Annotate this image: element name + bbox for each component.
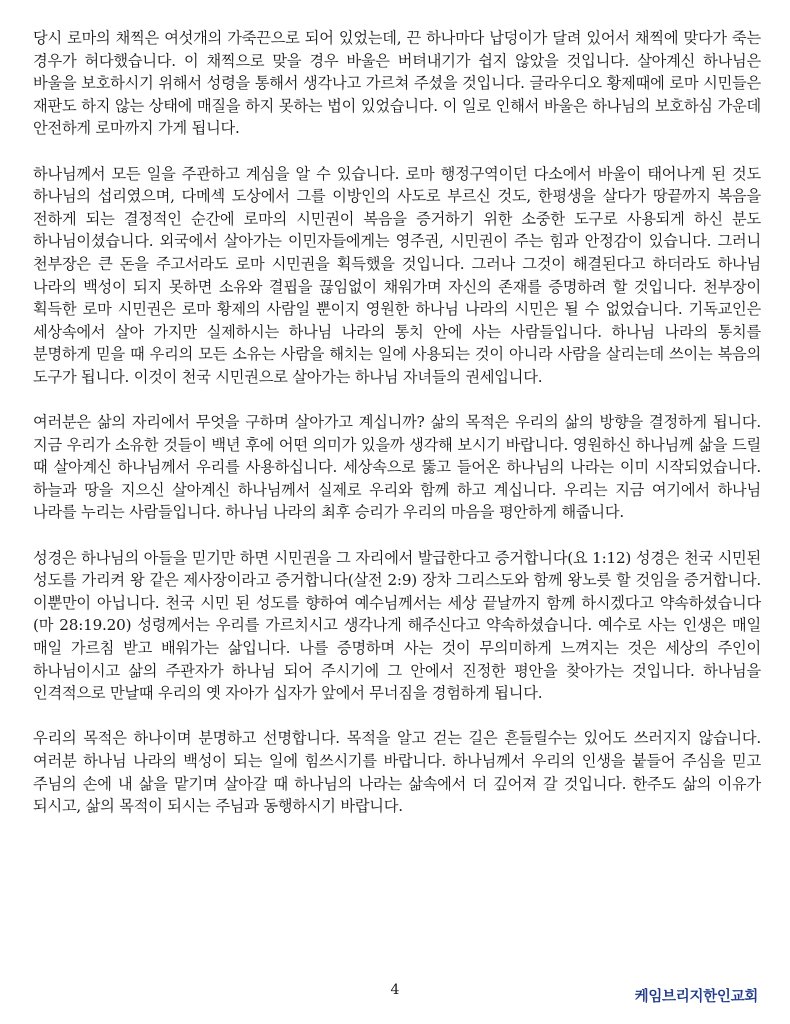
page-number: 4 xyxy=(390,982,400,998)
church-name-footer: 케임브리지한인교회 xyxy=(634,989,758,1005)
document-body xyxy=(33,27,761,840)
paragraph: 여러분은 삶의 자리에서 무엇을 구하며 살아가고 계십니까? 삶의 목적은 우리의 삶의 방향을 결정하게 됩니다. 지금 우리가 소유한 것들이 백년 후에 어떤 의미가 있을까 생각해 보시기 바랍니다. 영원하신 하나님께 삶을 드릴 때 살아계신 하나님께서 우리를 사용하십니다. 세상속으로 뚫고 들어온 하나님의 나라는 이미 시작되었습니다. 하늘과 땅을 지으신 살아계신 하나님께서 실제로 우리와 함께 하고 계십니다. 우리는 지금 여기에서 하나님 나라를 누리는 사람들입니다. 하나님 나라의 최후 승리가 우리의 마음을 평안하게 해줍니다. xyxy=(33,413,761,522)
paragraph: 하나님께서 모든 일을 주관하고 계심을 알 수 있습니다. 로마 행정구역이던 다소에서 바울이 태어나게 된 것도 하나님의 섭리였으며, 다메섹 도상에서 그를 이방인의 사도로 부르신 것도, 한평생을 살다가 땅끝까지 복음을 전하게 되는 결정적인 순간에 로마의 시민권이 복음을 증거하기 위한 소중한 도구로 사용되게 하신 분도 하나님이셨습니다. 외국에서 살아가는 이민자들에게는 영주권, 시민권이 주는 힘과 안정감이 있습니다. 그러니 천부장은 큰 돈을 주고서라도 로마 시민권을 획득했을 것입니다. 그러나 그것이 해결된다고 하더라도 하나님 나라의 백성이 되지 못하면 소유와 결핍을 끊임없이 채워가며 자신의 존재를 증명하려 할 것입니다. 천부장이 획득한 로마 시민권은 로마 황제의 사람일 뿐이지 영원한 하나님 나라의 시민은 될 수 없었습니다. 기독교인은 세상속에서 살아 가지만 실제하시는 하나님 나라의 통치 안에 사는 사람들입니다. 하나님 나라의 통치를 분명하게 믿을 때 우리의 모든 소유는 사람을 해치는 일에 사용되는 것이 아니라 사람을 살리는데 쓰이는 복음의 도구가 됩니다. 이것이 천국 시민권으로 살아가는 하나님 자녀들의 권세입니다. xyxy=(33,164,761,386)
paragraph: 당시 로마의 채찍은 여섯개의 가죽끈으로 되어 있었는데, 끈 하나마다 납덩이가 달려 있어서 채찍에 맞다가 죽는 경우가 허다했습니다. 이 채찍으로 맞을 경우 바울은 버텨내기가 쉽지 않았을 것입니다. 살아계신 하나님은 바울을 보호하시기 위해서 성령을 통해서 생각나고 가르쳐 주셨을 것입니다. 글라우디오 황제때에 로마 시민들은 재판도 하지 않는 상태에 매질을 하지 못하는 법이 있었습니다. 이 일로 인해서 바울은 하나님의 보호하심 가운데 안전하게 로마까지 가게 됩니다. xyxy=(33,29,761,138)
paragraph: 성경은 하나님의 아들을 믿기만 하면 시민권을 그 자리에서 발급한다고 증거합니다(요 1:12) 성경은 천국 시민된 성도를 가리켜 왕 같은 제사장이라고 증거합니다(살전 2:9) 장차 그리스도와 함께 왕노릇 할 것임을 증거합니다. 이뿐만이 아닙니다. 천국 시민 된 성도를 향하여 예수님께서는 세상 끝날까지 함께 하시겠다고 약속하셨습니다 (마 28:19.20) 성령께서는 우리를 가르치시고 생각나게 해주신다고 약속하셨습니다. 예수로 사는 인생은 매일 매일 가르침 받고 배워가는 삶입니다. 나를 증명하며 사는 것이 무의미하게 느껴지는 것은 세상의 주인이 하나님이시고 삶의 주관자가 하나님 되어 주시기에 그 안에서 진정한 평안을 찾아가는 것입니다. 하나님을 인격적으로 만날때 우리의 옛 자아가 십자가 앞에서 무너짐을 경험하게 됩니다. xyxy=(33,548,761,703)
paragraph: 우리의 목적은 하나이며 분명하고 선명합니다. 목적을 알고 걷는 길은 흔들릴수는 있어도 쓰러지지 않습니다. 여러분 하나님 나라의 백성이 되는 일에 힘쓰시기를 바랍니다. 하나님께서 우리의 인생을 붙들어 주심을 믿고 주님의 손에 내 삶을 맡기며 살아갈 때 하나님의 나라는 삶속에서 더 깊어져 갈 것입니다. 한주도 삶의 이유가 되시고, 삶의 목적이 되시는 주님과 동행하시기 바랍니다. xyxy=(33,729,761,816)
